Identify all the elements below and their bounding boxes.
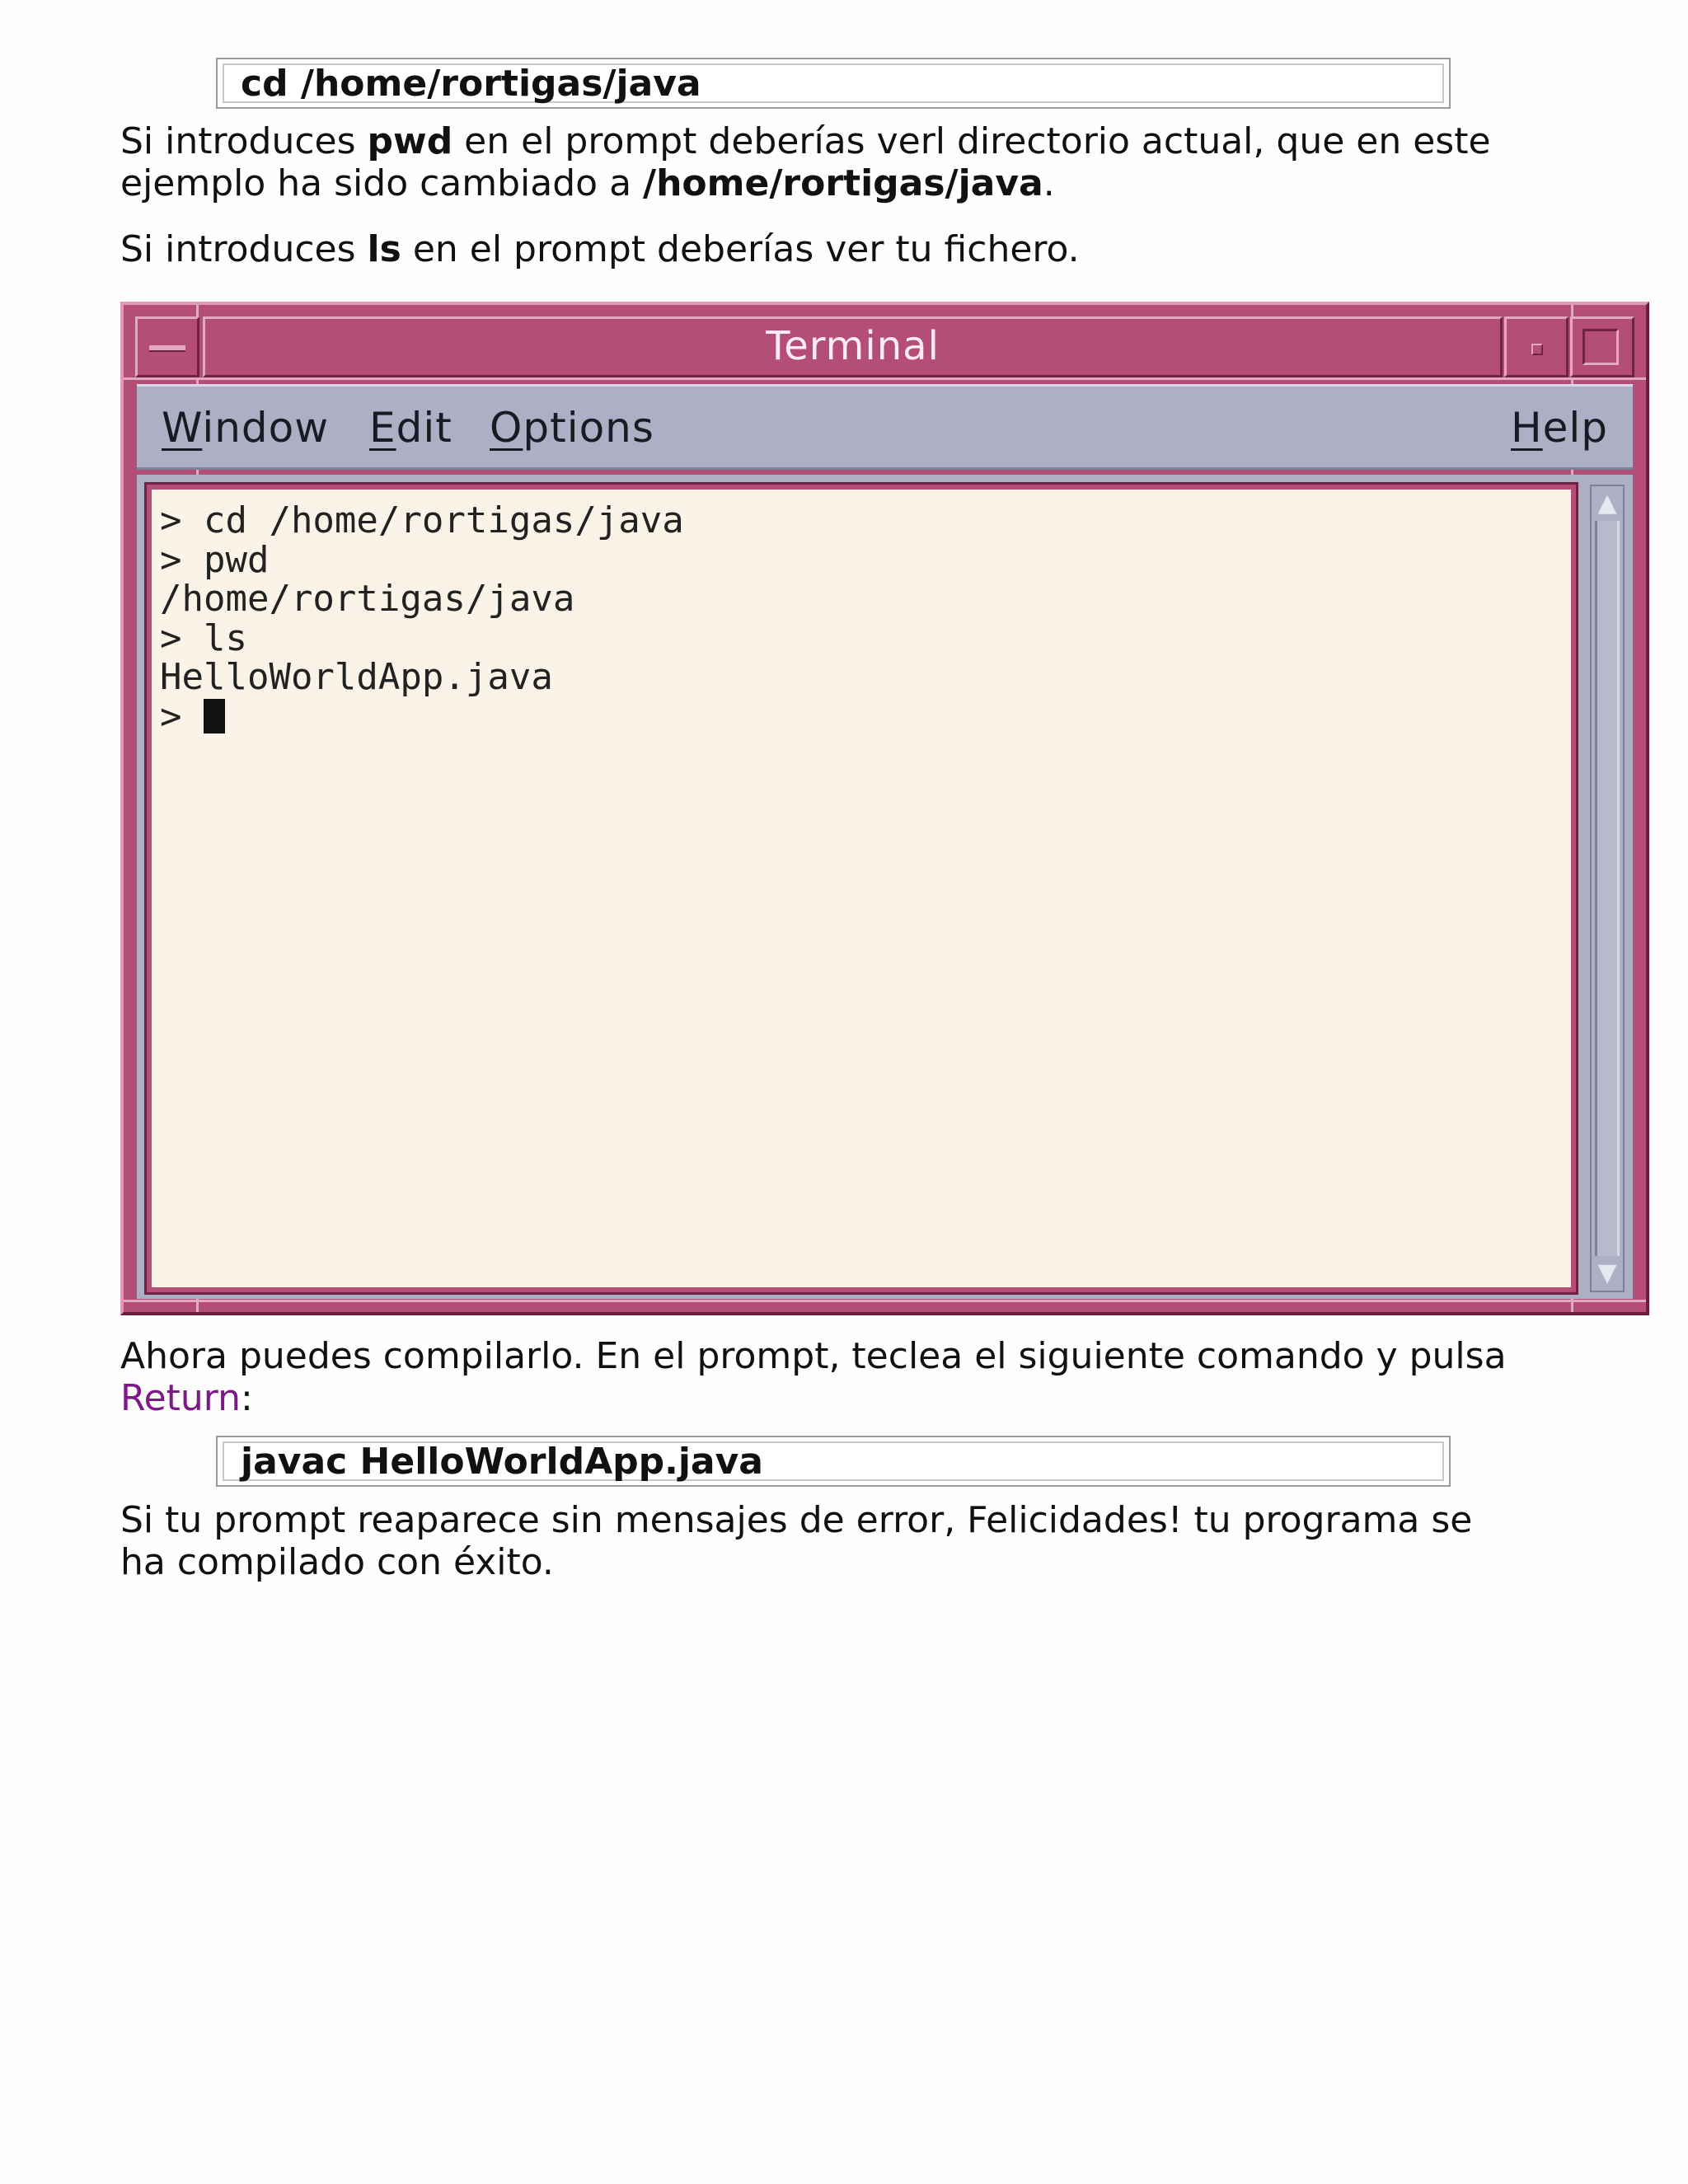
- text: Si introduces: [120, 120, 368, 162]
- mnemonic: W: [162, 404, 203, 452]
- title-bar[interactable]: [135, 316, 1634, 377]
- terminal-window: [120, 302, 1649, 1315]
- menu-edit[interactable]: [369, 403, 452, 452]
- menu-label: indow: [202, 404, 330, 452]
- command-box-cd: [216, 58, 1451, 109]
- terminal-line: /home/rortigas/java: [160, 578, 575, 620]
- vertical-scrollbar[interactable]: [1590, 485, 1625, 1292]
- text: Si tu prompt reaparece sin mensajes de error, Felicidades! tu programa se: [120, 1499, 1473, 1541]
- paragraph-pwd: [120, 120, 1604, 204]
- minimize-icon: [1531, 344, 1543, 355]
- menu-bar: [137, 384, 1633, 470]
- text: en el prompt deberías verl directorio actual, que en este: [452, 120, 1491, 162]
- menu-options[interactable]: [490, 403, 654, 452]
- mnemonic: H: [1510, 404, 1543, 452]
- terminal-screen[interactable]: [147, 485, 1576, 1292]
- terminal-prompt-line: [160, 697, 1571, 737]
- menu-window[interactable]: [162, 403, 329, 452]
- minimize-button[interactable]: [1504, 316, 1568, 377]
- text-cursor: [204, 699, 225, 733]
- text: Ahora puedes compilarlo. En el prompt, teclea el siguiente comando y pulsa: [120, 1335, 1507, 1377]
- frame-line: [124, 377, 1646, 380]
- scroll-trough[interactable]: [1595, 521, 1620, 1256]
- terminal-line: HelloWorldApp.java: [160, 656, 553, 698]
- text: Si introduces: [120, 228, 368, 270]
- menu-label: dit: [396, 404, 452, 452]
- command-text: javac HelloWorldApp.java: [223, 1441, 1444, 1481]
- menu-label: ptions: [523, 404, 654, 452]
- maximize-button[interactable]: [1570, 316, 1634, 377]
- paragraph-compile: [120, 1335, 1604, 1419]
- terminal-line: > cd /home/rortigas/java: [160, 499, 684, 541]
- mnemonic: E: [369, 404, 396, 452]
- bold-pwd: pwd: [367, 120, 453, 162]
- terminal-area: [137, 475, 1633, 1299]
- frame-line: [124, 1300, 1646, 1302]
- maximize-icon: [1582, 329, 1619, 365]
- paragraph-ls: [120, 228, 1604, 270]
- text: .: [1043, 162, 1055, 204]
- window-menu-icon: [149, 345, 185, 352]
- terminal-line: > pwd: [160, 538, 270, 581]
- mnemonic: O: [490, 404, 523, 452]
- menu-label: elp: [1542, 404, 1608, 452]
- text: ha compilado con éxito.: [120, 1541, 554, 1583]
- text: en el prompt deberías ver tu fichero.: [401, 228, 1080, 270]
- window-menu-button[interactable]: [135, 316, 199, 377]
- menu-help[interactable]: [1511, 403, 1608, 452]
- scroll-up-icon[interactable]: ▲: [1597, 489, 1617, 518]
- terminal-line: > ls: [160, 616, 247, 659]
- command-text: cd /home/rortigas/java: [223, 63, 1444, 103]
- text: ejemplo ha sido cambiado a: [120, 162, 644, 204]
- window-title: Terminal: [203, 316, 1503, 377]
- text: :: [241, 1377, 253, 1419]
- bold-ls: ls: [367, 228, 401, 270]
- scroll-down-icon[interactable]: ▼: [1597, 1258, 1617, 1287]
- prompt: >: [160, 695, 204, 738]
- return-link[interactable]: Return: [120, 1377, 241, 1419]
- paragraph-success: [120, 1499, 1604, 1583]
- bold-path: /home/rortigas/java: [643, 162, 1043, 204]
- command-box-javac: [216, 1436, 1451, 1487]
